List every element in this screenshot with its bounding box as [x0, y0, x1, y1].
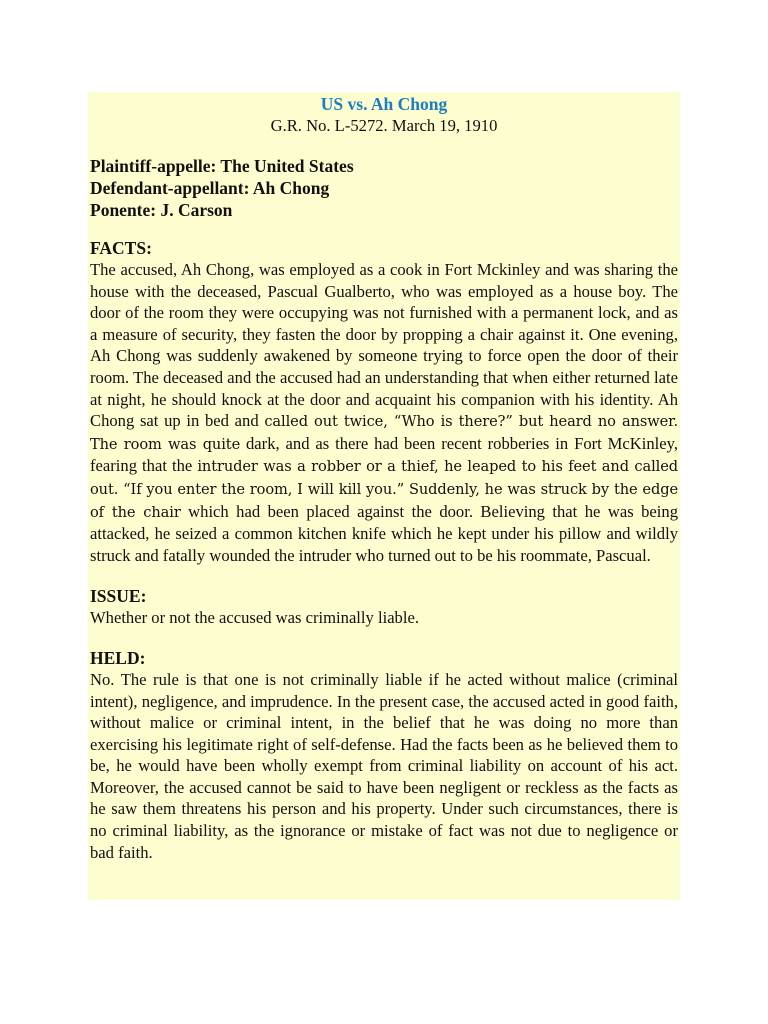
ponente-line: Ponente: J. Carson [90, 200, 233, 220]
case-digest-document [88, 92, 680, 900]
case-title[interactable]: US vs. Ah Chong [320, 94, 448, 114]
facts-text-2: called out twice, “Who is there?” but heard no answer. The room was quite [90, 413, 678, 453]
plaintiff-line: Plaintiff-appelle: The United States [90, 156, 354, 176]
facts-text-3: dark, and as there had been recent robberies in Fort McKinley, fearing that the [90, 433, 678, 476]
facts-text-1: The accused, Ah Chong, was employed as a cook in Fort Mckinley and was sharing the house with the deceased, Pascual Gualberto, who was employed as a house boy. The door of the room they were occupying was not furnished with a permanent lock, and as a measure of security, they fasten the door by propping a chair against it. One evening, Ah Chong was suddenly awakened by someone trying to force open the door of their room. The deceased and the accused had an understanding that when either returned late at night, he should knock at the door and acquaint his companion with his identity. Ah Chong sat up in bed and [90, 260, 678, 431]
facts-paragraph [90, 259, 678, 566]
held-paragraph: No. The rule is that one is not criminally liable if he acted without malice (criminal intent), negligence, and imprudence. In the present case, the accused acted in good faith, without malice or criminal intent, in the belief that he was doing no more than exercising his legitimate right of self-defense. Had the facts been as he believed them to be, he would have been wholly exempt from criminal liability on account of his act. Moreover, the accused cannot be said to have been negligent or reckless as the facts as he saw them threatens his person and his property. Under such circumstances, there is no criminal liability, as the ignorance or mistake of fact was not due to negligence or bad faith. [90, 669, 678, 862]
held-heading: HELD: [90, 647, 146, 668]
issue-heading: ISSUE: [90, 586, 147, 607]
issue-paragraph: Whether or not the accused was criminally liable. [90, 608, 419, 628]
facts-heading: FACTS: [90, 238, 152, 258]
facts-text-4: intruder was a robber or a thief, he leaped to his feet and called out. “If you enter the room, I will kill you.” Suddenly, he was struck by the edge of the chair [90, 458, 678, 521]
defendant-line: Defendant-appellant: Ah Chong [90, 178, 330, 198]
facts-text-5: which had been placed against the door. Believing that he was being attacked, he seized a common kitchen knife which he kept under his pillow and wildly struck and fatally wounded the intruder who turned out to be his roommate, Pascual. [90, 501, 678, 565]
case-parties [90, 155, 678, 221]
case-citation: G.R. No. L-5272. March 19, 1910 [270, 116, 498, 135]
